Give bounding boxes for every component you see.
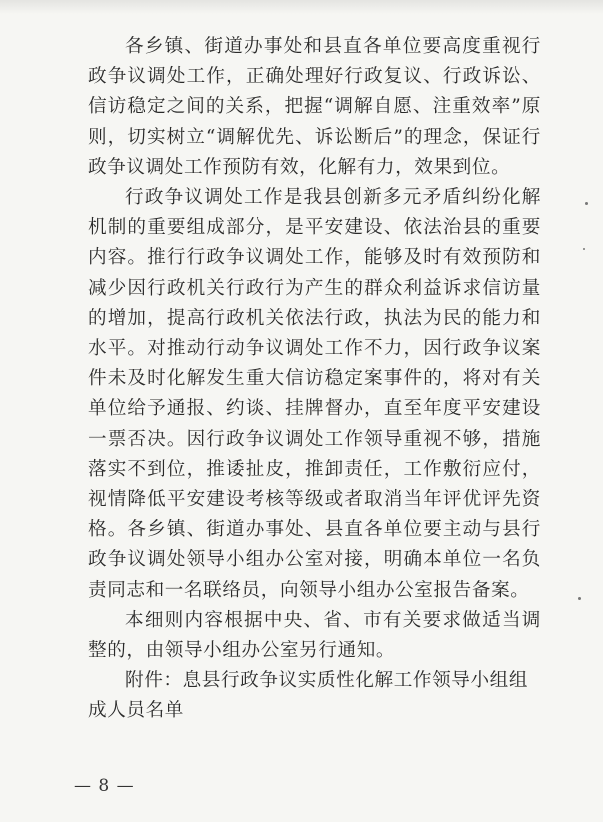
- scan-speck: [585, 202, 588, 205]
- paragraph-1: 各乡镇、街道办事处和县直各单位要高度重视行政争议调处工作，正确处理好行政复议、行政诉讼、信访稳定之间的关系，把握“调解自愿、注重效率”原则，切实树立“调解优先、诉讼断后”的理念，保证行政争议调处工作预防有效，化解有力，效果到位。: [88, 36, 541, 178]
- scan-speck: [578, 597, 581, 600]
- paragraph-3: 本细则内容根据中央、省、市有关要求做适当调整的，由领导小组办公室另行通知。: [88, 609, 541, 662]
- paragraph-2: 行政争议调处工作是我县创新多元矛盾纠纷化解机制的重要组成部分，是平安建设、依法治县的重要内容。推行行政争议调处工作，能够及时有效预防和减少因行政机关行政行为产生的群众利益诉求信访量的增加，提高行政机关依法行政，执法为民的能力和水平。对推动行动争议调处工作不力，因行政争议案件未及时化解发生重大信访稳定案事件的，将对有关单位给予通报、约谈、挂牌督办，直至年度平安建设一票否决。因行政争议调处工作领导重视不够，措施落实不到位，推诿扯皮，推卸责任，工作敷衍应付，视情降低平安建设考核等级或者取消当年评优评先资格。各乡镇、街道办事处、县直各单位要主动与县行政争议调处领导小组办公室对接，明确本单位一名负责同志和一名联络员，向领导小组办公室报告备案。: [88, 187, 541, 601]
- page-number: — 8 —: [74, 776, 135, 796]
- attachment-note: 附件：息县行政争议实质性化解工作领导小组组成人员名单: [88, 670, 529, 722]
- scan-edge-shadow: [0, 0, 603, 14]
- scan-speck: [583, 248, 585, 250]
- document-body: [88, 32, 541, 727]
